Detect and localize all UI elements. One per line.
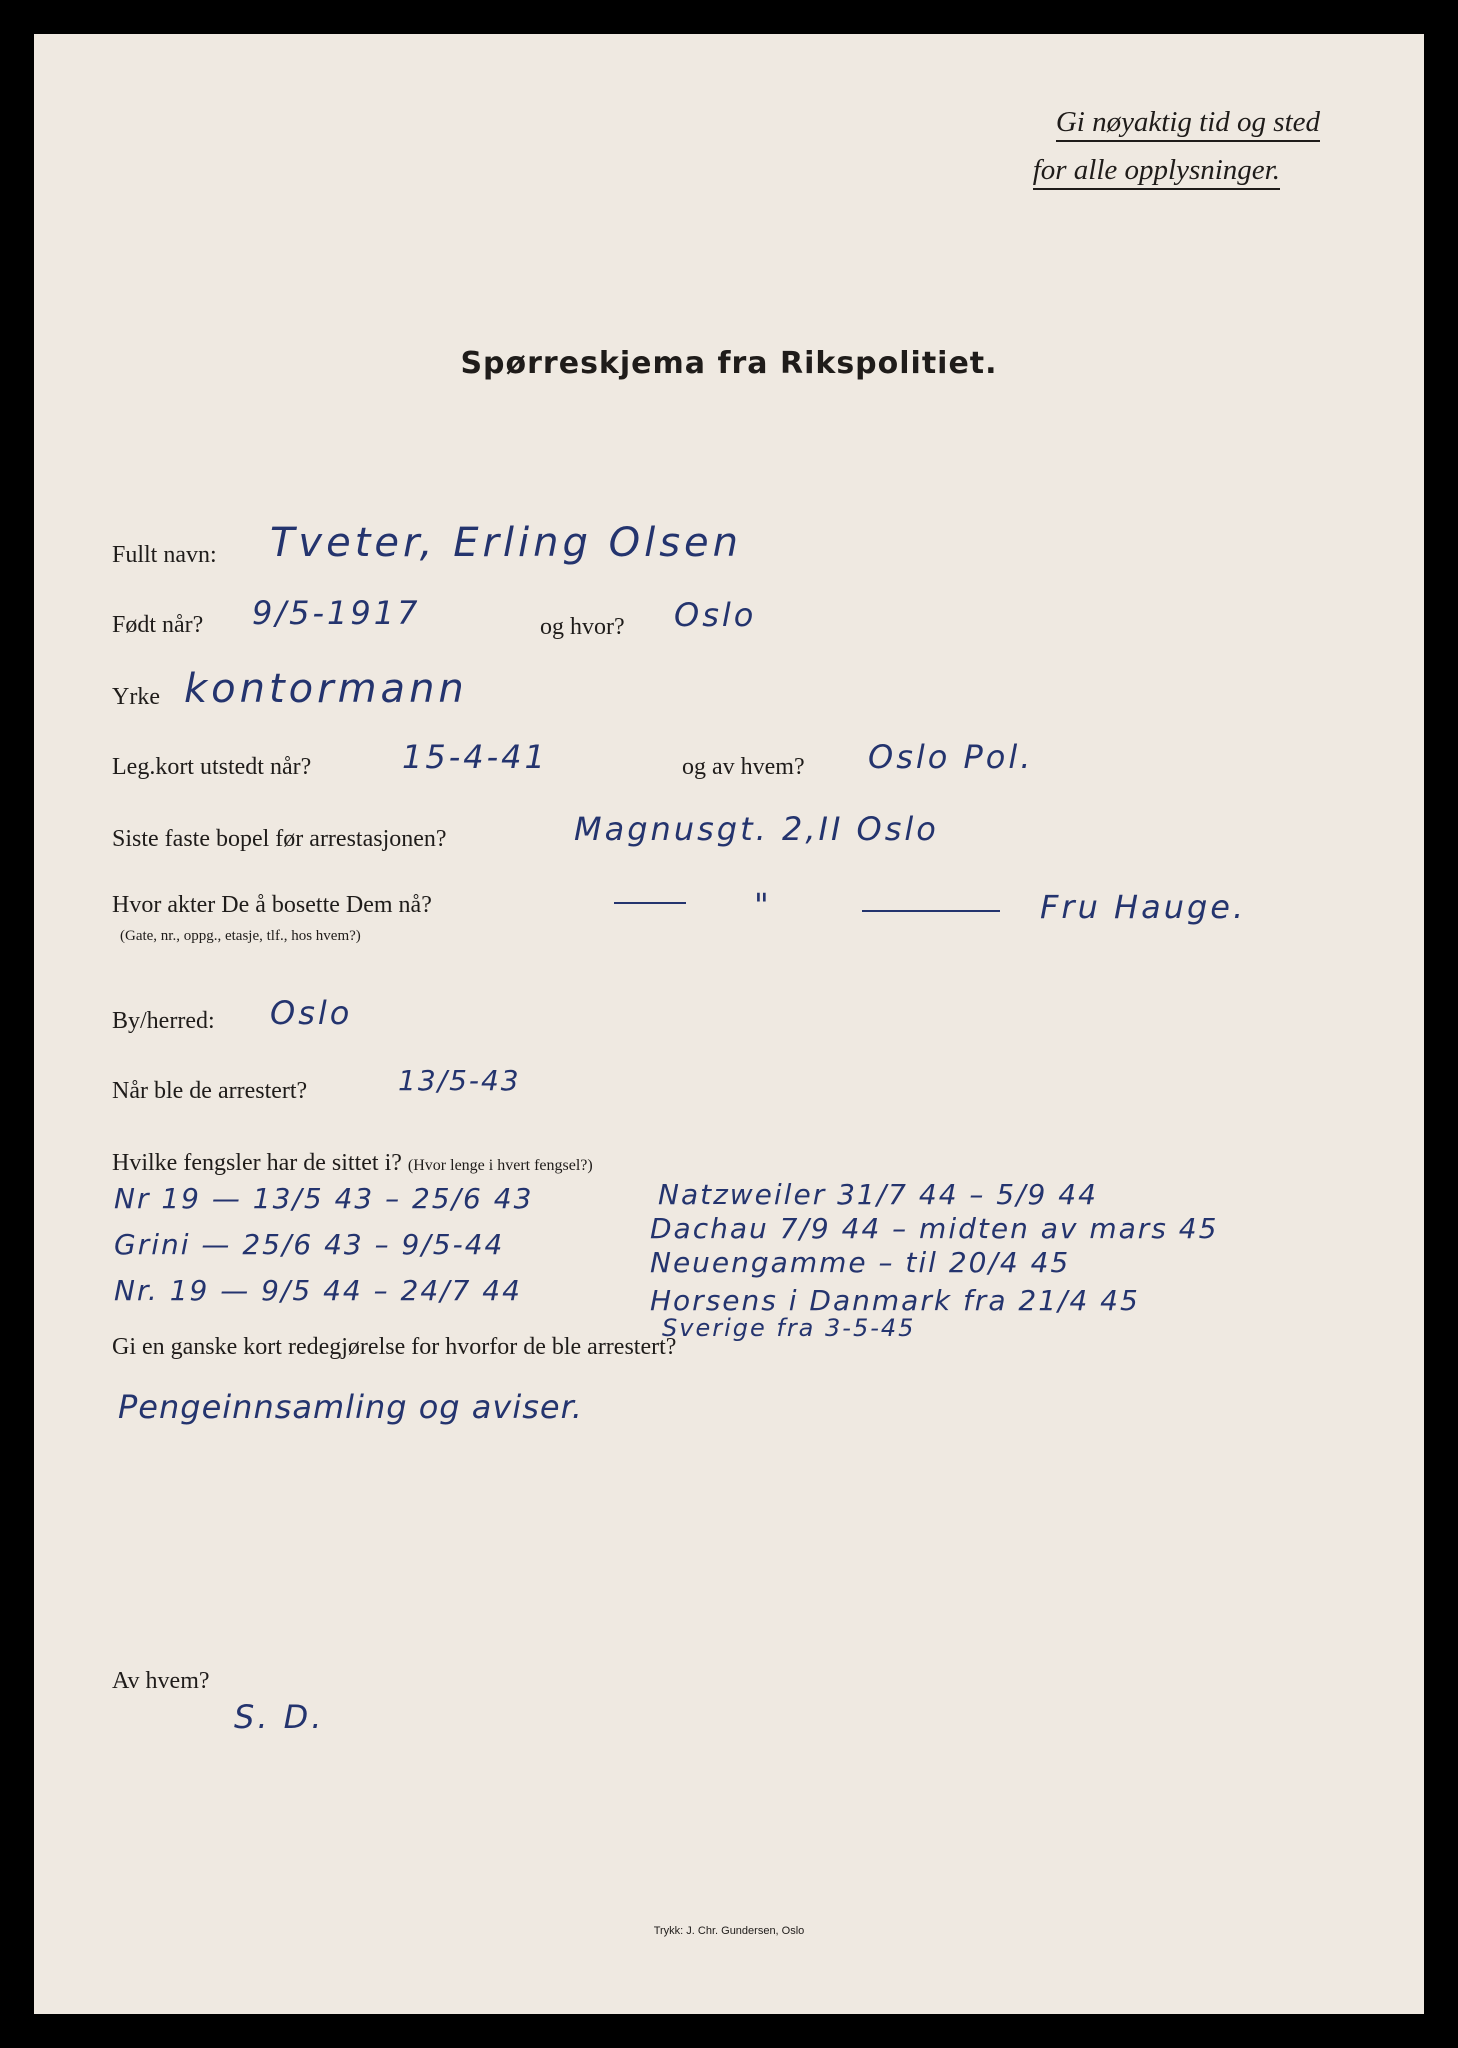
- settle-sublabel: (Gate, nr., oppg., etasje, tlf., hos hvem?): [120, 928, 361, 944]
- municipality-value: Oslo: [270, 994, 353, 1032]
- full-name-value: Tveter, Erling Olsen: [270, 520, 743, 566]
- settle-ditto: ": [754, 886, 772, 924]
- prison-right-4: Horsens i Danmark fra 21/4 45: [650, 1284, 1140, 1317]
- reason-value: Pengeinnsamling og aviser.: [118, 1388, 583, 1426]
- by-whom-label: Av hvem?: [112, 1668, 210, 1694]
- by-whom-value: S. D.: [234, 1698, 325, 1736]
- born-where-label: og hvor?: [540, 614, 625, 640]
- born-when-value: 9/5-1917: [252, 594, 421, 632]
- id-card-by-value: Oslo Pol.: [868, 738, 1034, 776]
- arrested-label: Når ble de arrestert?: [112, 1078, 308, 1104]
- settle-dash-2: [862, 910, 1000, 912]
- id-card-when-value: 15-4-41: [402, 738, 548, 776]
- occupation-label: Yrke: [112, 684, 160, 710]
- id-card-by-label: og av hvem?: [682, 754, 805, 780]
- municipality-label: By/herred:: [112, 1008, 215, 1034]
- prisons-sublabel: (Hvor lenge i hvert fengsel?): [407, 1157, 593, 1174]
- id-card-when-label: Leg.kort utstedt når?: [112, 754, 312, 780]
- prison-left-2: Grini — 25/6 43 – 9/5-44: [114, 1228, 505, 1261]
- header-note-line1: Gi nøyaktig tid og sted: [1056, 106, 1320, 139]
- prison-left-3: Nr. 19 — 9/5 44 – 24/7 44: [114, 1274, 522, 1307]
- prison-right-2: Dachau 7/9 44 – midten av mars 45: [650, 1212, 1219, 1245]
- prison-right-3: Neuengamme – til 20/4 45: [650, 1246, 1071, 1279]
- last-address-label: Siste faste bopel før arrestasjonen?: [112, 826, 447, 852]
- prisons-label: Hvilke fengsler har de sittet i? (Hvor lenge i hvert fengsel?): [112, 1150, 593, 1176]
- questionnaire-page: [34, 34, 1424, 2014]
- form-title: Spørreskjema fra Rikspolitiet.: [460, 346, 998, 381]
- settle-value: Fru Hauge.: [1040, 888, 1247, 926]
- last-address-value: Magnusgt. 2,II Oslo: [574, 810, 939, 848]
- occupation-value: kontormann: [184, 666, 468, 712]
- prison-right-5: Sverige fra 3-5-45: [662, 1314, 916, 1342]
- full-name-label: Fullt navn:: [112, 542, 217, 568]
- reason-label: Gi en ganske kort redegjørelse for hvorfor de ble arrestert?: [112, 1334, 677, 1360]
- printer-footer: Trykk: J. Chr. Gundersen, Oslo: [653, 1925, 805, 1937]
- header-note-line2: for alle opplysninger.: [1033, 154, 1280, 187]
- born-where-value: Oslo: [674, 596, 757, 634]
- arrested-value: 13/5-43: [398, 1064, 521, 1097]
- prison-left-1: Nr 19 — 13/5 43 – 25/6 43: [114, 1182, 534, 1215]
- settle-label: Hvor akter De å bosette Dem nå?: [112, 892, 432, 918]
- prison-right-1: Natzweiler 31/7 44 – 5/9 44: [658, 1178, 1098, 1211]
- born-when-label: Født når?: [112, 612, 204, 638]
- settle-dash-1: [614, 902, 686, 904]
